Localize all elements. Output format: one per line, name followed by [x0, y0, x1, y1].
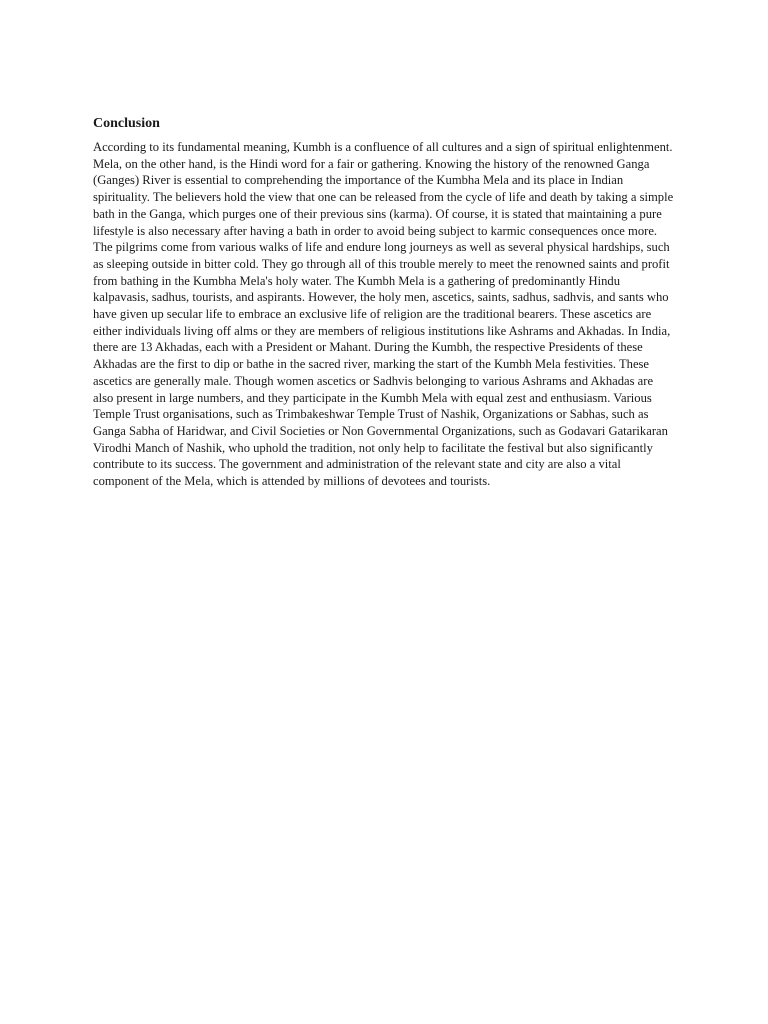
conclusion-paragraph: According to its fundamental meaning, Kumbh is a confluence of all cultures and a sign of spiritual enlightenment. Mela, on the other hand, is the Hindi word for a fair or gathering. Knowing the history of the renowned Ganga (Ganges) River is essential to comprehending the importance of the Kumbha Mela and its place in Indian spirituality. The believers hold the view that one can be released from the cycle of life and death by taking a simple bath in the Ganga, which purges one of their previous sins (karma). Of course, it is stated that maintaining a pure lifestyle is also necessary after having a bath in order to avoid being subject to karmic consequences once more. The pilgrims come from various walks of life and endure long journeys as well as several physical hardships, such as sleeping outside in bitter cold. They go through all of this trouble merely to meet the renowned saints and profit from bathing in the Kumbha Mela's holy water. The Kumbh Mela is a gathering of predominantly Hindu kalpavasis, sadhus, tourists, and aspirants. However, the holy men, ascetics, saints, sadhus, sadhvis, and sants who have given up secular life to embrace an exclusive life of religion are the traditional bearers. These ascetics are either individuals living off alms or they are members of religious institutions like Ashrams and Akhadas. In India, there are 13 Akhadas, each with a President or Mahant. During the Kumbh, the respective Presidents of these Akhadas are the first to dip or bathe in the sacred river, marking the start of the Kumbh Mela festivities. These ascetics are generally male. Though women ascetics or Sadhvis belonging to various Ashrams and Akhadas are also present in large numbers, and they participate in the Kumbh Mela with equal zest and enthusiasm. Various Temple Trust organisations, such as Trimbakeshwar Temple Trust of Nashik, Organizations or Sabhas, such as Ganga Sabha of Haridwar, and Civil Societies or Non Governmental Organizations, such as Godavari Gatarikaran Virodhi Manch of Nashik, who uphold the tradition, not only help to facilitate the festival but also significantly contribute to its success. The government and administration of the relevant state and city are also a vital component of the Mela, which is attended by millions of devotees and tourists.	[93, 140, 674, 489]
document-content	[93, 115, 675, 490]
section-heading: Conclusion	[93, 116, 160, 131]
